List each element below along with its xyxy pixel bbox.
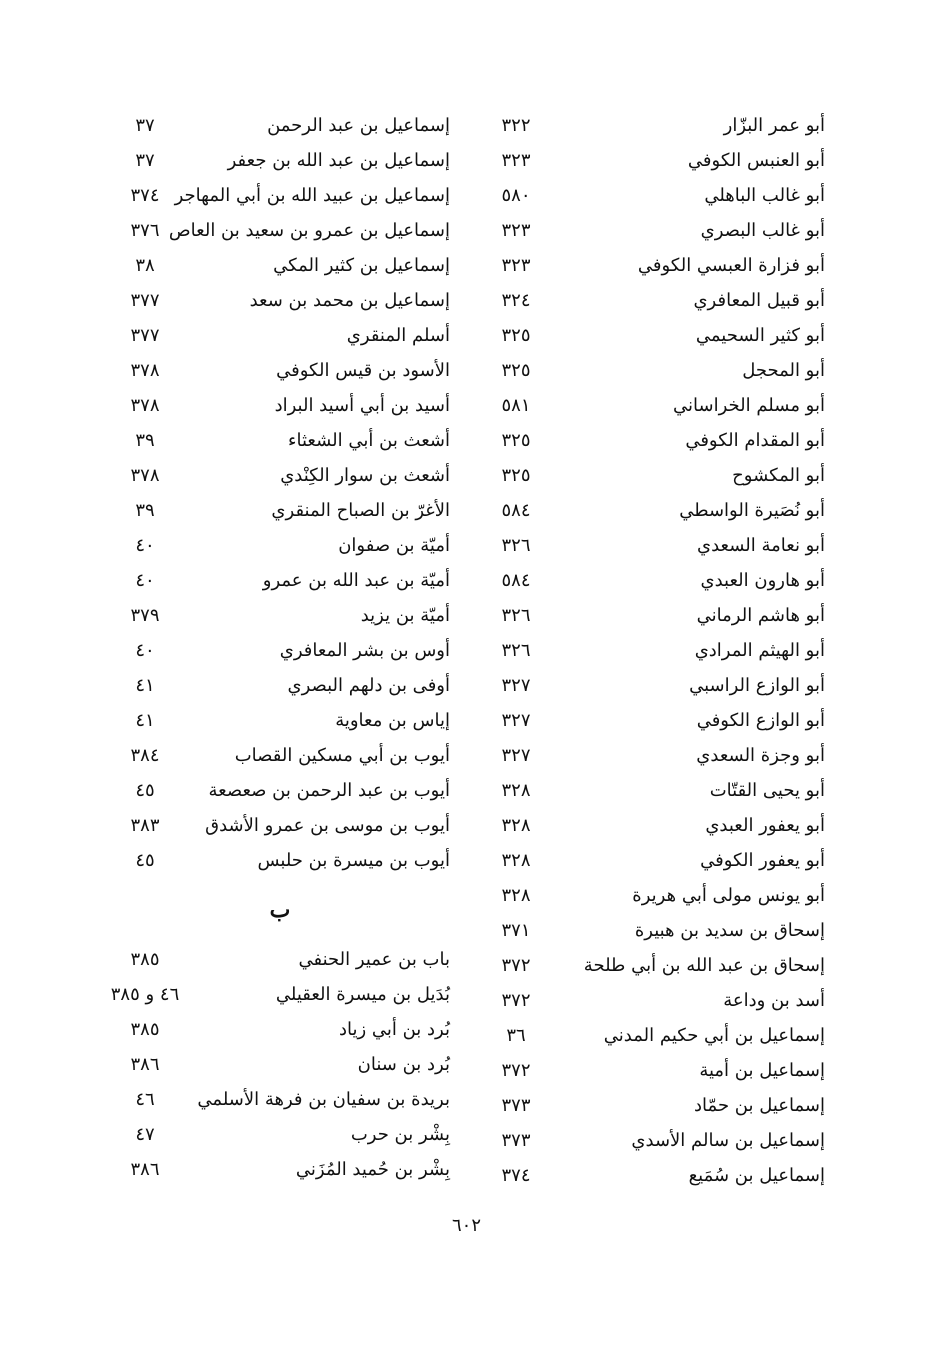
entry-page-number: ٣٨٦ bbox=[130, 1159, 160, 1180]
entry-name: أبو يحيى القتّات bbox=[709, 780, 825, 801]
index-entry bbox=[110, 738, 450, 773]
entry-page-number: ٤٠ bbox=[135, 570, 155, 591]
page-number: ٦٠٢ bbox=[451, 1215, 481, 1236]
index-entry bbox=[480, 913, 825, 948]
index-entry bbox=[110, 977, 450, 1012]
index-entry bbox=[110, 808, 450, 843]
entry-name: إسماعيل بن حمّاد bbox=[694, 1095, 825, 1116]
entry-page-number: ٣٢٨ bbox=[501, 815, 531, 836]
entry-page-number: ٣٨٥ bbox=[130, 1019, 160, 1040]
entry-name: إسماعيل بن أمية bbox=[699, 1060, 825, 1081]
entry-page-number: ٥٨١ bbox=[501, 395, 531, 416]
entry-page-number: ٣٢٥ bbox=[501, 465, 531, 486]
index-entry bbox=[480, 353, 825, 388]
entry-page-number: ٣٧ bbox=[135, 115, 155, 136]
index-entry bbox=[480, 808, 825, 843]
entry-name: أبو غالب الباهلي bbox=[704, 185, 825, 206]
entry-page-number: ٤١ bbox=[135, 710, 155, 731]
entry-page-number: ٣٧٨ bbox=[130, 360, 160, 381]
entry-page-number: ٣٧٧ bbox=[130, 290, 160, 311]
index-entry bbox=[480, 528, 825, 563]
index-entry bbox=[480, 983, 825, 1018]
entry-page-number: ٣٧٢ bbox=[501, 1060, 531, 1081]
entry-page-number: ٣٢٧ bbox=[501, 675, 531, 696]
entry-page-number: ٣٧٨ bbox=[130, 465, 160, 486]
index-entry bbox=[110, 1117, 450, 1152]
entry-name: إسماعيل بن سالم الأسدي bbox=[631, 1130, 825, 1151]
index-entry bbox=[110, 493, 450, 528]
entry-page-number: ٣٧ bbox=[135, 150, 155, 171]
index-entry bbox=[110, 563, 450, 598]
entry-page-number: ٣٧٦ bbox=[130, 220, 160, 241]
entry-name: أميّة بن عبد الله بن عمرو bbox=[262, 570, 450, 591]
entry-page-number: ٤٧ bbox=[135, 1124, 155, 1145]
right-index-column bbox=[480, 108, 825, 1193]
entry-name: أبو نُصَيرة الواسطي bbox=[679, 500, 825, 521]
entry-page-number: ٣٧٧ bbox=[130, 325, 160, 346]
entry-name: أسيد بن أبي أسيد البراد bbox=[274, 395, 450, 416]
index-entry bbox=[480, 633, 825, 668]
entry-name: أبو المقدام الكوفي bbox=[685, 430, 825, 451]
index-entry bbox=[110, 283, 450, 318]
entry-page-number: ٣٧٨ bbox=[130, 395, 160, 416]
entry-name: أبو يعفور الكوفي bbox=[700, 850, 825, 871]
index-entry bbox=[110, 108, 450, 143]
index-entry bbox=[480, 703, 825, 738]
index-entry bbox=[480, 213, 825, 248]
index-entry bbox=[110, 668, 450, 703]
entry-page-number: ٤٠ bbox=[135, 640, 155, 661]
entry-page-number: ٣٨ bbox=[135, 255, 155, 276]
index-entry bbox=[480, 563, 825, 598]
entry-page-number: ٣٧١ bbox=[501, 920, 531, 941]
entry-name: الأغرّ بن الصباح المنقري bbox=[271, 500, 450, 521]
entry-page-number: ٣٨٣ bbox=[130, 815, 160, 836]
entry-name: أبو مسلم الخراساني bbox=[672, 395, 825, 416]
entry-name: أبو هاشم الرماني bbox=[696, 605, 825, 626]
index-entry bbox=[480, 598, 825, 633]
entry-page-number: ٥٨٤ bbox=[501, 500, 531, 521]
entry-name: أبو العنبس الكوفي bbox=[687, 150, 825, 171]
entry-name: إسماعيل بن عبد الله بن جعفر bbox=[227, 150, 450, 171]
index-entry bbox=[480, 1018, 825, 1053]
entry-page-number: ٤٦ bbox=[135, 1089, 155, 1110]
entry-page-number: ٣٢٥ bbox=[501, 430, 531, 451]
entry-name: إسماعيل بن كثير المكي bbox=[273, 255, 450, 276]
index-entry bbox=[480, 108, 825, 143]
entry-name: أبو المكشوح bbox=[732, 465, 825, 486]
entry-name: بُرد بن سنان bbox=[357, 1054, 450, 1075]
index-entry bbox=[110, 1152, 450, 1187]
index-entry bbox=[110, 213, 450, 248]
index-entry bbox=[480, 1123, 825, 1158]
entry-page-number: ٤١ bbox=[135, 675, 155, 696]
entry-name: إسماعيل بن عبيد الله بن أبي المهاجر bbox=[174, 185, 450, 206]
entry-page-number: ٣٢٦ bbox=[501, 535, 531, 556]
entry-name: أبو الوازع الراسبي bbox=[689, 675, 825, 696]
index-entry bbox=[110, 318, 450, 353]
entry-page-number: ٣٢٣ bbox=[501, 255, 531, 276]
entry-name: بُرد بن أبي زياد bbox=[338, 1019, 450, 1040]
entry-page-number: ٣٢٨ bbox=[501, 850, 531, 871]
entry-name: بُدَيل بن ميسرة العقيلي bbox=[275, 984, 450, 1005]
index-entry bbox=[480, 283, 825, 318]
entry-page-number: ٣٨٤ bbox=[130, 745, 160, 766]
entry-name: أبو فزارة العبسي الكوفي bbox=[637, 255, 825, 276]
entry-page-number: ٤٥ bbox=[135, 780, 155, 801]
entry-name: أسلم المنقري bbox=[346, 325, 450, 346]
entry-page-number: ٣٢٦ bbox=[501, 640, 531, 661]
index-entry bbox=[110, 1082, 450, 1117]
entry-name: إياس بن معاوية bbox=[335, 710, 450, 731]
index-entry bbox=[110, 773, 450, 808]
left-index-entries-bottom bbox=[110, 942, 450, 1187]
entry-page-number: ٥٨٠ bbox=[501, 185, 531, 206]
index-entry bbox=[480, 948, 825, 983]
entry-page-number: ٣٩ bbox=[135, 430, 155, 451]
index-entry bbox=[110, 353, 450, 388]
entry-name: الأسود بن قيس الكوفي bbox=[276, 360, 450, 381]
entry-name: أبو كثير السحيمي bbox=[695, 325, 825, 346]
index-entry bbox=[110, 143, 450, 178]
entry-name: أبو هارون العبدي bbox=[700, 570, 825, 591]
entry-page-number: ٣٢٧ bbox=[501, 745, 531, 766]
entry-name: أبو غالب البصري bbox=[700, 220, 825, 241]
index-entry bbox=[110, 528, 450, 563]
entry-page-number: ٤٥ bbox=[135, 850, 155, 871]
entry-name: أبو نعامة السعدي bbox=[697, 535, 825, 556]
entry-name: بِشْر بن حُميد المُزَني bbox=[295, 1159, 450, 1180]
entry-page-number: ٣٩ bbox=[135, 500, 155, 521]
index-entry bbox=[480, 1088, 825, 1123]
entry-name: أشعث بن سوار الكِنْدي bbox=[280, 465, 450, 486]
index-entry bbox=[480, 843, 825, 878]
index-entry bbox=[110, 598, 450, 633]
entry-page-number: ٣٢٧ bbox=[501, 710, 531, 731]
index-entry bbox=[110, 1012, 450, 1047]
index-entry bbox=[480, 248, 825, 283]
entry-page-number: ٣٢٥ bbox=[501, 325, 531, 346]
entry-name: أبو الوازع الكوفي bbox=[696, 710, 825, 731]
entry-name: أبو وجزة السعدي bbox=[696, 745, 825, 766]
entry-page-number: ٣٦ bbox=[506, 1025, 526, 1046]
index-entry bbox=[480, 1158, 825, 1193]
index-entry bbox=[480, 668, 825, 703]
index-entry bbox=[480, 318, 825, 353]
entry-page-number: ٣٢٥ bbox=[501, 360, 531, 381]
entry-page-number: ٣٧٤ bbox=[130, 185, 160, 206]
entry-page-number: ٣٢٤ bbox=[501, 290, 531, 311]
index-entry bbox=[480, 178, 825, 213]
entry-name: أبو الهيثم المرادي bbox=[694, 640, 825, 661]
entry-name: أيوب بن عبد الرحمن بن صعصعة bbox=[208, 780, 450, 801]
left-index-entries-top bbox=[110, 108, 450, 878]
index-entry bbox=[480, 1053, 825, 1088]
index-entry bbox=[480, 388, 825, 423]
entry-page-number: ٣٢٨ bbox=[501, 885, 531, 906]
entry-name: أيوب بن ميسرة بن حلبس bbox=[257, 850, 450, 871]
entry-page-number: ٣٧٢ bbox=[501, 990, 531, 1011]
entry-name: أبو يعفور العبدي bbox=[705, 815, 825, 836]
entry-page-number: ٣٢٣ bbox=[501, 220, 531, 241]
entry-page-number: ٤٠ bbox=[135, 535, 155, 556]
entry-page-number: ٣٢٢ bbox=[501, 115, 531, 136]
section-letter-heading: ب bbox=[269, 897, 291, 923]
entry-name: أبو يونس مولى أبي هريرة bbox=[632, 885, 825, 906]
entry-page-number: ٣٨٦ bbox=[130, 1054, 160, 1075]
entry-name: أبو المحجل bbox=[742, 360, 825, 381]
entry-name: أيوب بن موسى بن عمرو الأشدق bbox=[205, 815, 450, 836]
entry-name: إسماعيل بن عمرو بن سعيد بن العاص bbox=[168, 220, 450, 241]
index-entry bbox=[110, 843, 450, 878]
entry-name: إسماعيل بن سُمَيع bbox=[688, 1165, 825, 1186]
entry-page-number: ٣٢٣ bbox=[501, 150, 531, 171]
entry-page-number: ٥٨٤ bbox=[501, 570, 531, 591]
index-entry bbox=[110, 942, 450, 977]
index-entry bbox=[480, 878, 825, 913]
entry-name: أشعث بن أبي الشعثاء bbox=[288, 430, 450, 451]
index-entry bbox=[110, 703, 450, 738]
entry-name: بِشْر بن حرب bbox=[350, 1124, 450, 1145]
index-entry bbox=[110, 458, 450, 493]
entry-name: أميّة بن يزيد bbox=[360, 605, 450, 626]
entry-name: إسماعيل بن عبد الرحمن bbox=[267, 115, 450, 136]
entry-name: أبو عمر البزّار bbox=[723, 115, 825, 136]
index-entry bbox=[110, 1047, 450, 1082]
entry-name: بريدة بن سفيان بن فرهة الأسلمي bbox=[197, 1089, 450, 1110]
left-index-column bbox=[110, 108, 450, 1187]
entry-page-number: ٣٧٣ bbox=[501, 1095, 531, 1116]
index-entry bbox=[110, 423, 450, 458]
entry-name: أوس بن بشر المعافري bbox=[279, 640, 450, 661]
index-entry bbox=[480, 493, 825, 528]
entry-name: إسماعيل بن محمد بن سعد bbox=[249, 290, 450, 311]
entry-name: أميّة بن صفوان bbox=[338, 535, 450, 556]
entry-page-number: ٣٧٤ bbox=[501, 1165, 531, 1186]
entry-page-number: ٣٢٦ bbox=[501, 605, 531, 626]
entry-name: إسحاق بن عبد الله بن أبي طلحة bbox=[583, 955, 825, 976]
index-entry bbox=[110, 633, 450, 668]
index-entry bbox=[480, 423, 825, 458]
entry-page-number: ٣٢٨ bbox=[501, 780, 531, 801]
index-entry bbox=[480, 773, 825, 808]
entry-name: أسد بن وداعة bbox=[723, 990, 825, 1011]
index-entry bbox=[110, 248, 450, 283]
entry-name: أوفى بن دلهم البصري bbox=[287, 675, 450, 696]
entry-name: إسحاق بن سديد بن هبيرة bbox=[634, 920, 825, 941]
entry-name: أيوب بن أبي مسكين القصاب bbox=[234, 745, 450, 766]
index-entry bbox=[480, 458, 825, 493]
entry-page-number: ٣٧٣ bbox=[501, 1130, 531, 1151]
entry-page-number: ٣٨٥ bbox=[130, 949, 160, 970]
entry-page-number: ٣٧٢ bbox=[501, 955, 531, 976]
entry-name: أبو قبيل المعافري bbox=[693, 290, 825, 311]
index-entry bbox=[110, 178, 450, 213]
entry-name: إسماعيل بن أبي حكيم المدني bbox=[603, 1025, 825, 1046]
entry-page-number: ٣٧٩ bbox=[130, 605, 160, 626]
entry-page-number: ٤٦ و ٣٨٥ bbox=[110, 984, 180, 1005]
index-entry bbox=[480, 143, 825, 178]
entry-name: باب بن عمير الحنفي bbox=[298, 949, 450, 970]
index-entry bbox=[110, 388, 450, 423]
index-entry bbox=[480, 738, 825, 773]
